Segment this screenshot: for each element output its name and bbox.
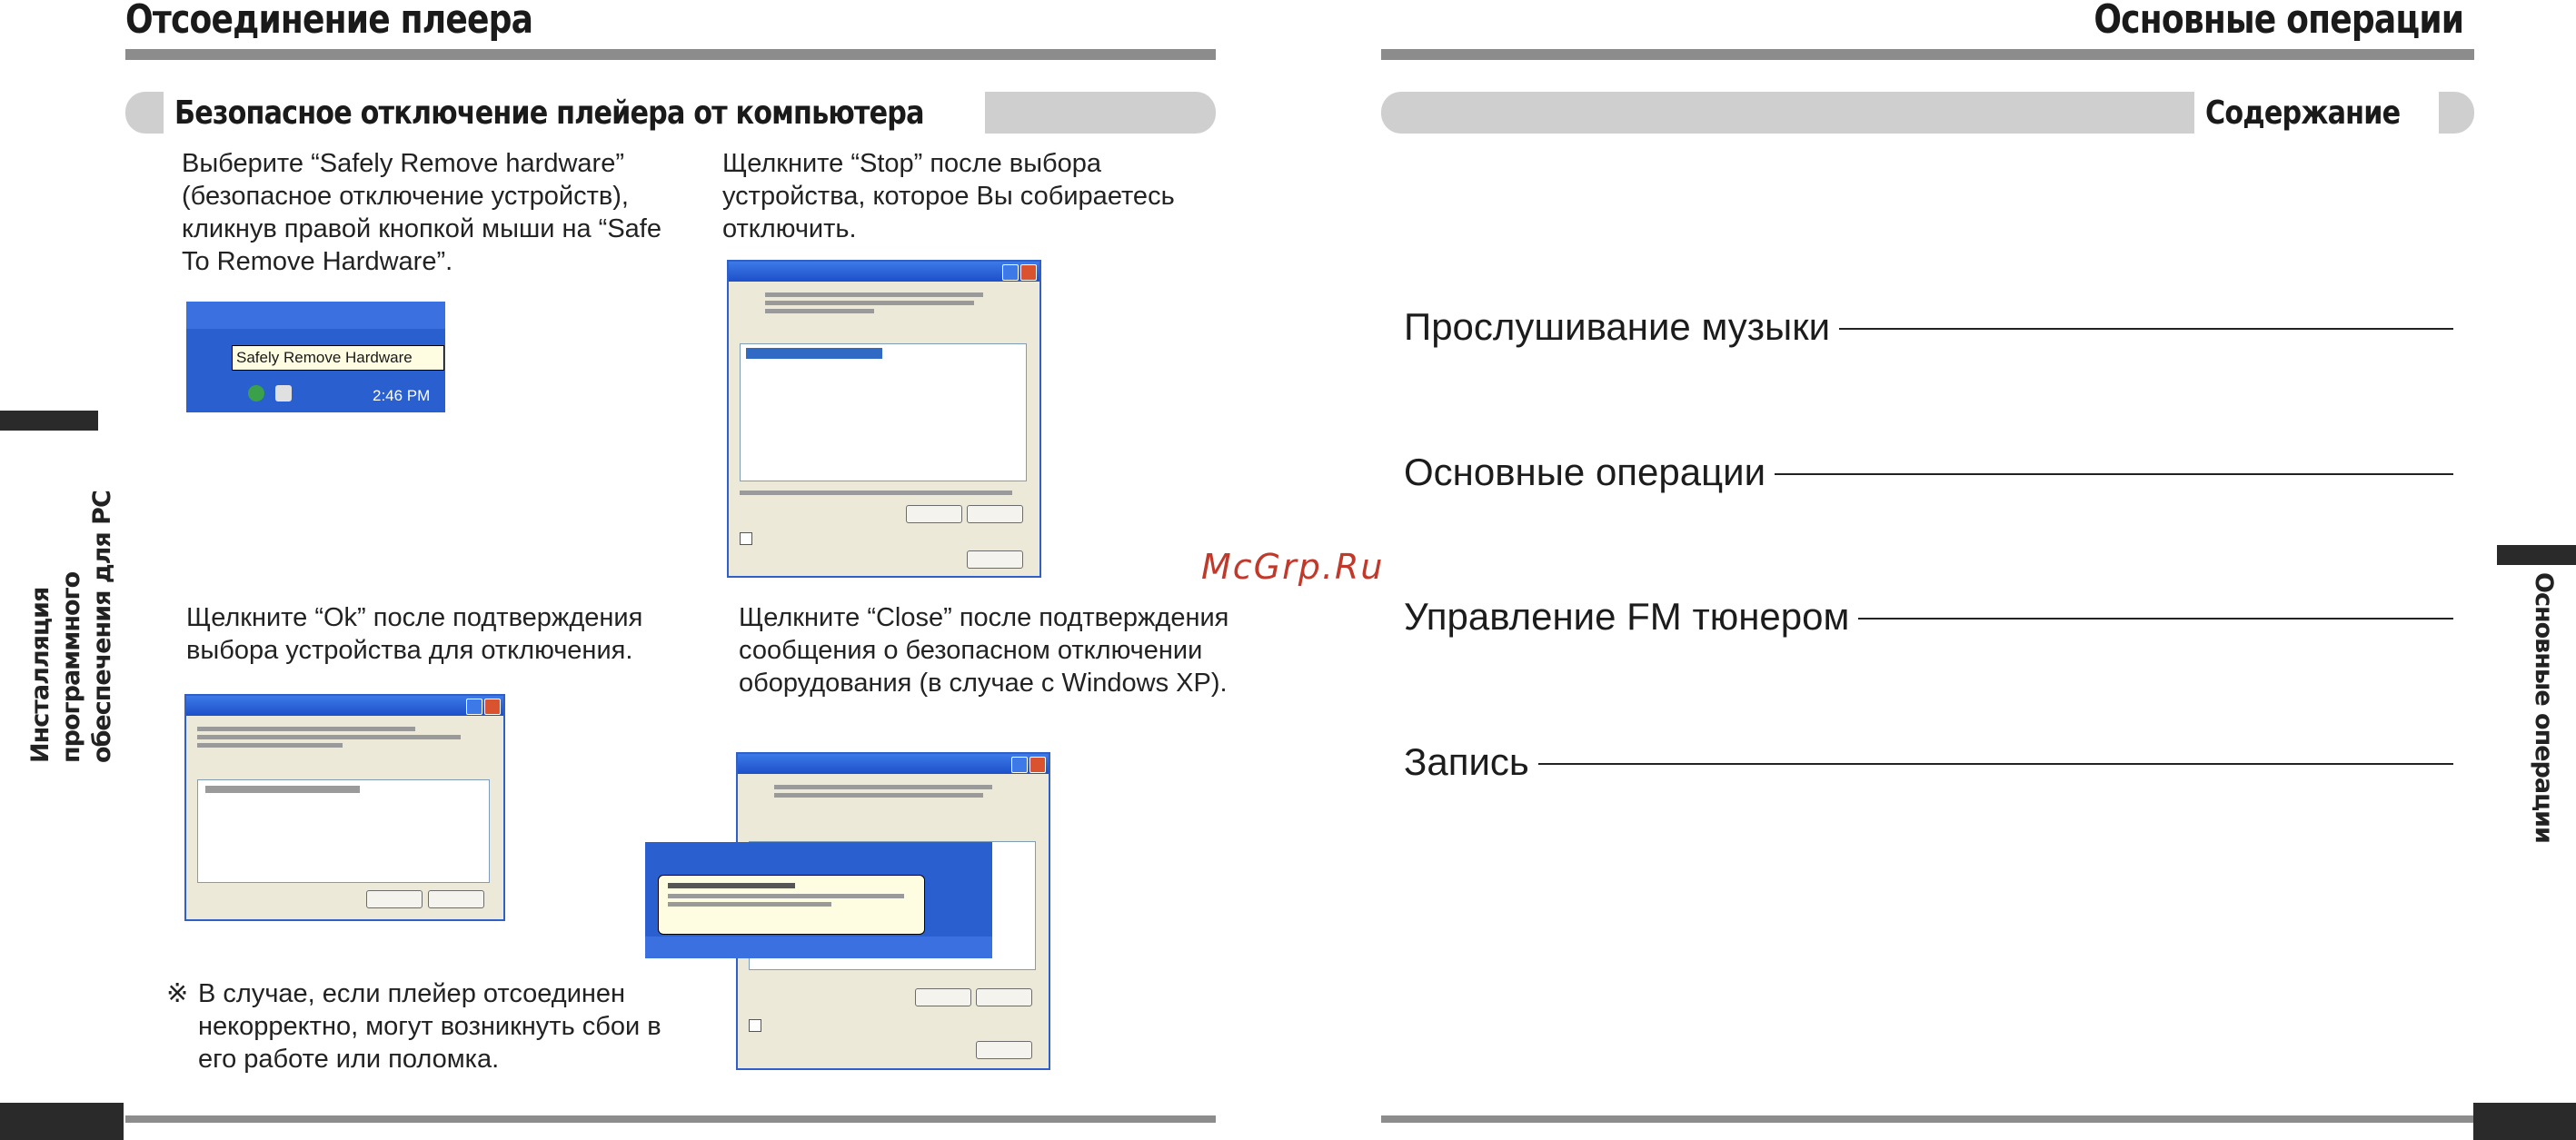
device-list[interactable] [740,343,1027,481]
stop-device-dialog-screenshot [184,694,505,921]
close-icon[interactable] [1020,264,1037,281]
tray-tooltip: Safely Remove Hardware [232,345,444,371]
step4-text: Щелкните “Close” после подтверждения сообщения о безопасном отключении оборудования (в случае с Windows XP). [739,603,1229,698]
tray-screenshot [186,302,445,412]
left-page-title: Отсоединение плеера [125,0,533,43]
display-components-checkbox[interactable] [740,532,752,545]
toc-item-label[interactable]: Запись [1404,740,1529,783]
step3-text: Щелкните “Ok” после подтверждения выбора устройства для отключения. [186,603,643,665]
left-header-rule [125,49,1216,60]
ok-button[interactable] [366,890,423,908]
right-side-tab-text: Основные операции [2530,572,2558,843]
network-icon[interactable] [275,385,292,401]
dialog-titlebar [738,754,1049,774]
stop-button[interactable] [967,505,1023,523]
right-section-title-box [2194,92,2439,134]
display-components-checkbox[interactable] [749,1019,761,1032]
note-mark: ※ [166,979,189,1008]
toc-leader-line [1538,763,2453,765]
watermark: McGrp.Ru [1201,547,1385,587]
right-footer-rule [1381,1115,2474,1123]
toc-row[interactable] [1404,740,2453,784]
left-page-number-tab [0,1103,124,1140]
left-side-tab-marker [0,411,98,431]
safely-remove-dialog-screenshot [727,260,1041,578]
stop-button[interactable] [976,988,1032,1006]
toc-leader-line [1775,473,2453,475]
right-page-number-tab [2473,1103,2576,1140]
step2-text: Щелкните “Stop” после выбора устройства, которое Вы собираетесь отключить. [722,149,1175,243]
properties-button[interactable] [915,988,971,1006]
close-button[interactable] [967,550,1023,569]
step1-text: Выберите “Safely Remove hardware” (безопасное отключение устройств), кликнув правой кнопкой мыши на “Safe To Remove Hardware”. [182,149,661,276]
dialog-titlebar [186,696,503,716]
close-icon[interactable] [1029,757,1046,773]
toc-row[interactable] [1404,595,2453,639]
toc-leader-line [1858,618,2453,620]
device-icon[interactable] [248,385,264,401]
left-footer-rule [125,1115,1216,1123]
help-icon[interactable] [1002,264,1019,281]
properties-button[interactable] [906,505,962,523]
help-icon[interactable] [1011,757,1028,773]
close-button[interactable] [976,1041,1032,1059]
toc-row[interactable] [1404,451,2453,494]
note-text: В случае, если плейер отсоединен некорректно, могут возникнуть сбои в его работе или поломка. [198,979,661,1074]
left-section-title-box [164,92,985,134]
cancel-button[interactable] [428,890,484,908]
right-header-rule [1381,49,2474,60]
close-icon[interactable] [484,699,501,715]
left-side-tab-text: Инсталляция программного обеспечения для PC [26,491,116,763]
toc-item-label[interactable]: Основные операции [1404,451,1766,493]
toc-leader-line [1839,328,2453,330]
toc-row[interactable] [1404,305,2453,349]
safe-to-remove-balloon[interactable] [658,875,925,935]
dialog-titlebar [729,262,1039,282]
right-section-title: Содержание [2205,94,2401,132]
right-page-title: Основные операции [2094,0,2463,43]
toc-item-label[interactable]: Прослушивание музыки [1404,305,1831,348]
selected-device-row[interactable] [746,348,882,359]
taskbar-balloon-screenshot [645,842,992,958]
toc-item-label[interactable]: Управление FM тюнером [1404,595,1850,638]
right-side-tab-marker [2497,545,2576,565]
tray-clock: 2:46 PM [373,387,431,404]
left-section-title: Безопасное отключение плейера от компьютера [174,94,924,132]
device-list[interactable] [197,779,490,883]
help-icon[interactable] [466,699,482,715]
